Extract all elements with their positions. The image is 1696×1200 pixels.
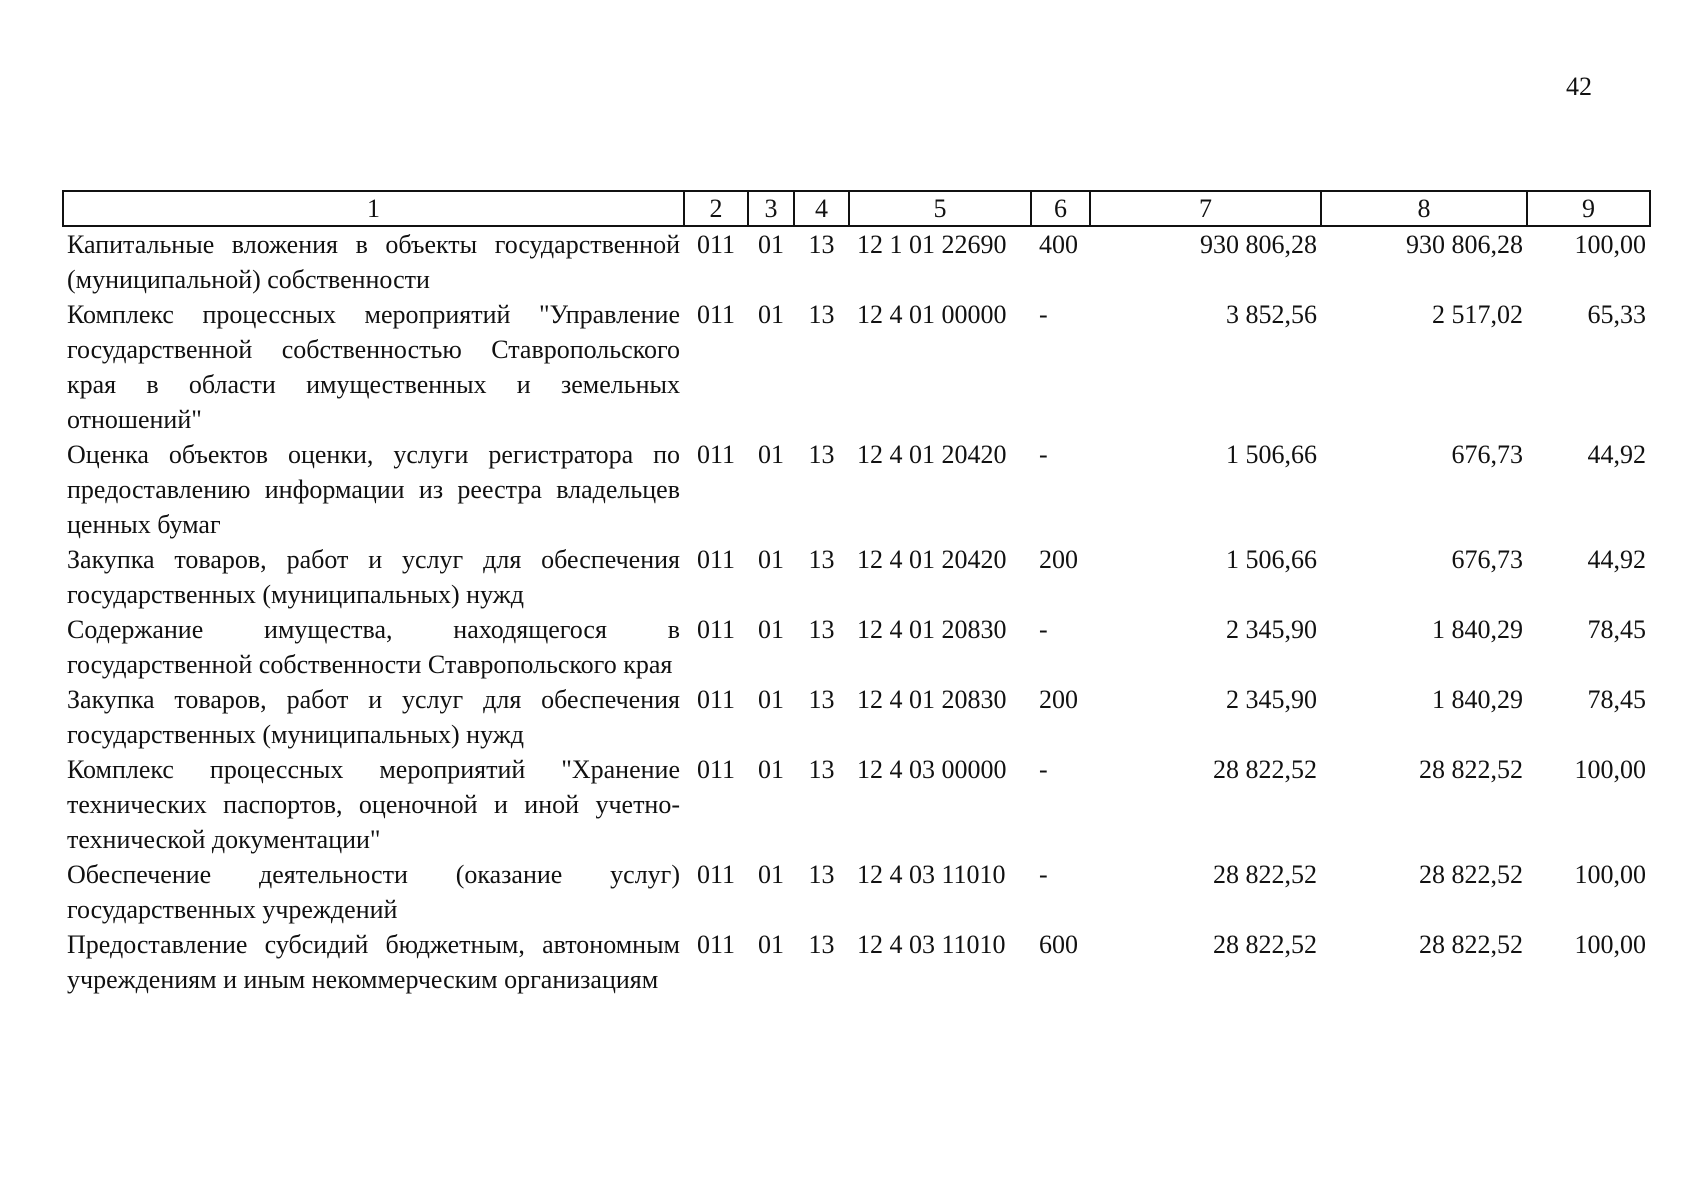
section-code: 01	[758, 860, 784, 889]
ministry-code: 011	[696, 545, 736, 574]
ministry-code: 011	[696, 230, 736, 259]
subsection-code: 13	[808, 615, 835, 644]
table-row	[63, 752, 1650, 857]
target-article-code: 12 4 01 00000	[857, 300, 1007, 329]
column-header-3: 3	[748, 191, 794, 226]
expense-type-code: -	[1039, 755, 1048, 784]
actual-amount: 676,73	[1451, 440, 1523, 469]
target-article-code: 12 1 01 22690	[857, 230, 1007, 259]
subsection-code: 13	[808, 860, 835, 889]
row-name: Закупка товаров, работ и услуг для обеспечения государственных (муниципальных) нужд	[67, 685, 680, 749]
subsection-code: 13	[808, 230, 835, 259]
actual-amount: 28 822,52	[1419, 860, 1523, 889]
execution-percent: 100,00	[1574, 930, 1646, 959]
actual-amount: 676,73	[1451, 545, 1523, 574]
execution-percent: 100,00	[1574, 230, 1646, 259]
planned-amount: 1 506,66	[1226, 440, 1317, 469]
expense-type-code: -	[1039, 615, 1048, 644]
table-row	[63, 612, 1650, 682]
row-name: Комплекс процессных мероприятий "Управление государственной собственностью Ставропольского края в области имущественных и земельных отношений"	[67, 300, 680, 434]
target-article-code: 12 4 01 20420	[857, 440, 1007, 469]
target-article-code: 12 4 03 11010	[857, 930, 1006, 959]
row-name: Оценка объектов оценки, услуги регистратора по предоставлению информации из реестра владельцев ценных бумаг	[67, 440, 680, 539]
expense-type-code: -	[1039, 440, 1048, 469]
planned-amount: 1 506,66	[1226, 545, 1317, 574]
ministry-code: 011	[696, 860, 736, 889]
subsection-code: 13	[808, 685, 835, 714]
subsection-code: 13	[808, 755, 835, 784]
subsection-code: 13	[808, 930, 835, 959]
planned-amount: 28 822,52	[1213, 755, 1317, 784]
column-header-8: 8	[1321, 191, 1527, 226]
ministry-code: 011	[696, 755, 736, 784]
page-number: 42	[1566, 72, 1592, 101]
section-code: 01	[758, 230, 784, 259]
execution-percent: 78,45	[1587, 685, 1646, 714]
expense-type-code: 200	[1039, 685, 1078, 714]
table-row	[63, 542, 1650, 612]
column-header-6: 6	[1031, 191, 1090, 226]
ministry-code: 011	[696, 440, 736, 469]
expense-type-code: -	[1039, 300, 1048, 329]
table-row	[63, 857, 1650, 927]
target-article-code: 12 4 03 11010	[857, 860, 1006, 889]
table-row	[63, 927, 1650, 997]
column-header-5: 5	[849, 191, 1031, 226]
target-article-code: 12 4 01 20830	[857, 615, 1007, 644]
ministry-code: 011	[696, 300, 736, 329]
column-number-row	[63, 191, 1650, 226]
section-code: 01	[758, 755, 784, 784]
subsection-code: 13	[808, 300, 835, 329]
section-code: 01	[758, 615, 784, 644]
section-code: 01	[758, 545, 784, 574]
section-code: 01	[758, 300, 784, 329]
column-header-2: 2	[684, 191, 748, 226]
execution-percent: 44,92	[1587, 440, 1646, 469]
budget-table	[62, 190, 1651, 997]
column-header-4: 4	[794, 191, 849, 226]
expense-type-code: 200	[1039, 545, 1078, 574]
row-name: Содержание имущества, находящегося в государственной собственности Ставропольского края	[67, 615, 680, 679]
execution-percent: 44,92	[1587, 545, 1646, 574]
row-name: Капитальные вложения в объекты государственной (муниципальной) собственности	[67, 230, 680, 294]
table-body	[63, 226, 1650, 997]
column-header-1: 1	[63, 191, 684, 226]
row-name: Закупка товаров, работ и услуг для обеспечения государственных (муниципальных) нужд	[67, 545, 680, 609]
execution-percent: 65,33	[1587, 300, 1646, 329]
target-article-code: 12 4 01 20830	[857, 685, 1007, 714]
actual-amount: 28 822,52	[1419, 755, 1523, 784]
section-code: 01	[758, 440, 784, 469]
execution-percent: 78,45	[1587, 615, 1646, 644]
column-header-9: 9	[1527, 191, 1650, 226]
execution-percent: 100,00	[1574, 755, 1646, 784]
table-row	[63, 437, 1650, 542]
section-code: 01	[758, 930, 784, 959]
planned-amount: 930 806,28	[1200, 230, 1317, 259]
planned-amount: 2 345,90	[1226, 615, 1317, 644]
table-row	[63, 226, 1650, 297]
planned-amount: 3 852,56	[1226, 300, 1317, 329]
subsection-code: 13	[808, 440, 835, 469]
table-header	[63, 191, 1650, 226]
actual-amount: 2 517,02	[1432, 300, 1523, 329]
expense-type-code: 600	[1039, 930, 1078, 959]
column-header-7: 7	[1090, 191, 1321, 226]
expense-type-code: 400	[1039, 230, 1078, 259]
row-name: Предоставление субсидий бюджетным, автономным учреждениям и иным некоммерческим организациям	[67, 930, 680, 994]
expense-type-code: -	[1039, 860, 1048, 889]
planned-amount: 28 822,52	[1213, 860, 1317, 889]
ministry-code: 011	[696, 615, 736, 644]
actual-amount: 930 806,28	[1406, 230, 1523, 259]
table-row	[63, 297, 1650, 437]
ministry-code: 011	[696, 685, 736, 714]
budget-table-container	[62, 190, 1649, 997]
actual-amount: 1 840,29	[1432, 685, 1523, 714]
ministry-code: 011	[696, 930, 736, 959]
row-name: Комплекс процессных мероприятий "Хранение технических паспортов, оценочной и иной учетно-технической документации"	[67, 755, 680, 854]
actual-amount: 1 840,29	[1432, 615, 1523, 644]
actual-amount: 28 822,52	[1419, 930, 1523, 959]
table-row	[63, 682, 1650, 752]
target-article-code: 12 4 01 20420	[857, 545, 1007, 574]
planned-amount: 28 822,52	[1213, 930, 1317, 959]
row-name: Обеспечение деятельности (оказание услуг) государственных учреждений	[67, 860, 680, 924]
section-code: 01	[758, 685, 784, 714]
planned-amount: 2 345,90	[1226, 685, 1317, 714]
execution-percent: 100,00	[1574, 860, 1646, 889]
subsection-code: 13	[808, 545, 835, 574]
target-article-code: 12 4 03 00000	[857, 755, 1007, 784]
